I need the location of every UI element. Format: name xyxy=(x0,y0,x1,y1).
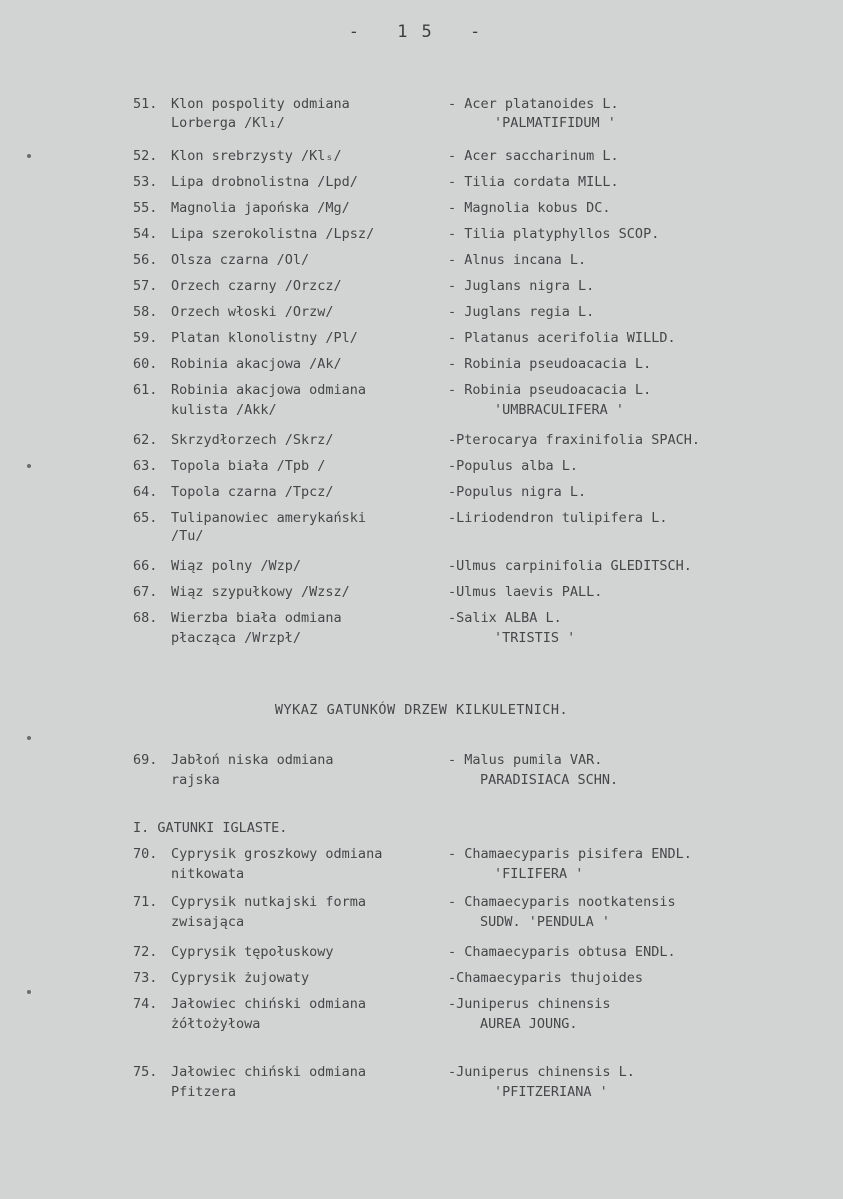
entry-species-polish xyxy=(133,115,285,131)
entry-number: 66. xyxy=(133,558,158,574)
entry-text: Cyprysik żujowaty xyxy=(171,970,310,986)
entry-text: Cyprysik tępołuskowy xyxy=(171,944,334,960)
entry-species-polish xyxy=(133,252,309,268)
entry-species-latin: -Juniperus chinensis L. xyxy=(448,1064,635,1080)
entry-species-polish xyxy=(133,148,342,164)
entry-species-polish xyxy=(133,200,350,216)
entry-species-latin: - Chamaecyparis pisifera ENDL. xyxy=(448,846,692,862)
entry-species-polish xyxy=(133,944,334,960)
entry-species-latin: - Juglans regia L. xyxy=(448,304,595,320)
entry-text: Platan klonolistny /Pl/ xyxy=(171,330,358,346)
entry-species-polish xyxy=(133,584,350,600)
entry-species-latin: 'PFITZERIANA ' xyxy=(494,1084,608,1100)
entry-species-polish xyxy=(133,970,309,986)
entry-text: Tulipanowiec amerykański xyxy=(171,510,367,526)
entry-species-latin: - Robinia pseudoacacia L. xyxy=(448,382,652,398)
entry-text: Orzech czarny /Orzcz/ xyxy=(171,278,342,294)
entry-species-latin: 'TRISTIS ' xyxy=(494,630,576,646)
subsection-heading: I. GATUNKI IGLASTE. xyxy=(133,820,288,836)
entry-species-polish xyxy=(133,356,342,372)
scan-speck xyxy=(27,464,31,468)
entry-number: 71. xyxy=(133,894,158,910)
entry-number: 53. xyxy=(133,174,158,190)
entry-species-latin: - Alnus incana L. xyxy=(448,252,587,268)
entry-text: Skrzydłorzech /Skrz/ xyxy=(171,432,334,448)
entry-species-latin: AUREA JOUNG. xyxy=(480,1016,578,1032)
entry-species-latin: - Chamaecyparis nootkatensis xyxy=(448,894,676,910)
entry-text: płacząca /Wrzpł/ xyxy=(171,630,302,646)
entry-number: 60. xyxy=(133,356,158,372)
entry-species-latin: -Liriodendron tulipifera L. xyxy=(448,510,668,526)
entry-species-latin: SUDW. 'PENDULA ' xyxy=(480,914,611,930)
entry-species-latin: -Chamaecyparis thujoides xyxy=(448,970,644,986)
entry-text: Lipa szerokolistna /Lpsz/ xyxy=(171,226,375,242)
entry-text: /Tu/ xyxy=(171,528,204,544)
entry-text: Orzech włoski /Orzw/ xyxy=(171,304,334,320)
entry-number: 56. xyxy=(133,252,158,268)
entry-species-latin: -Salix ALBA L. xyxy=(448,610,562,626)
entry-species-latin: 'FILIFERA ' xyxy=(494,866,584,882)
entry-species-polish xyxy=(133,528,204,544)
entry-species-polish xyxy=(133,1084,236,1100)
entry-number: 61. xyxy=(133,382,158,398)
entry-species-polish xyxy=(133,382,366,398)
entry-text: Jałowiec chiński odmiana xyxy=(171,996,367,1012)
entry-text: Topola biała /Tpb / xyxy=(171,458,326,474)
entry-number: 51. xyxy=(133,96,158,112)
entry-text: Pfitzera xyxy=(171,1084,237,1100)
entry-species-polish xyxy=(133,432,334,448)
entry-species-latin: - Robinia pseudoacacia L. xyxy=(448,356,652,372)
entry-species-polish xyxy=(133,402,277,418)
entry-number: 58. xyxy=(133,304,158,320)
entry-species-polish xyxy=(133,914,244,930)
entry-text: Wiąz polny /Wzp/ xyxy=(171,558,302,574)
scan-speck xyxy=(27,736,31,740)
entry-species-latin: - Juglans nigra L. xyxy=(448,278,595,294)
entry-number: 67. xyxy=(133,584,158,600)
entry-species-latin: - Magnolia kobus DC. xyxy=(448,200,611,216)
entry-text: Robinia akacjowa odmiana xyxy=(171,382,367,398)
entry-number: 55. xyxy=(133,200,158,216)
entry-number: 65. xyxy=(133,510,158,526)
entry-species-polish xyxy=(133,866,244,882)
entry-number: 68. xyxy=(133,610,158,626)
entry-number: 52. xyxy=(133,148,158,164)
entry-species-polish xyxy=(133,772,220,788)
entry-text: Lorberga /Kl₁/ xyxy=(171,115,285,131)
entry-species-polish xyxy=(133,1016,260,1032)
entry-text: Jabłoń niska odmiana xyxy=(171,752,334,768)
entry-number: 64. xyxy=(133,484,158,500)
entry-species-latin: - Tilia cordata MILL. xyxy=(448,174,619,190)
entry-species-latin: PARADISIACA SCHN. xyxy=(480,772,619,788)
entry-number: 69. xyxy=(133,752,158,768)
entry-text: Olsza czarna /Ol/ xyxy=(171,252,310,268)
entry-number: 72. xyxy=(133,944,158,960)
scan-speck xyxy=(27,154,31,158)
entry-species-polish xyxy=(133,226,374,242)
entry-species-latin: - Tilia platyphyllos SCOP. xyxy=(448,226,660,242)
entry-species-polish xyxy=(133,278,342,294)
entry-species-polish xyxy=(133,996,366,1012)
entry-text: żółtożyłowa xyxy=(171,1016,261,1032)
entry-species-polish xyxy=(133,174,358,190)
entry-species-latin: -Populus nigra L. xyxy=(448,484,587,500)
entry-number: 73. xyxy=(133,970,158,986)
entry-species-latin: - Acer saccharinum L. xyxy=(448,148,619,164)
entry-text: Robinia akacjowa /Ak/ xyxy=(171,356,342,372)
entry-number: 74. xyxy=(133,996,158,1012)
entry-text: kulista /Akk/ xyxy=(171,402,277,418)
entry-text: Topola czarna /Tpcz/ xyxy=(171,484,334,500)
entry-species-latin: 'UMBRACULIFERA ' xyxy=(494,402,625,418)
entry-species-polish xyxy=(133,558,301,574)
entry-number: 62. xyxy=(133,432,158,448)
entry-species-polish xyxy=(133,510,366,526)
entry-text: Magnolia japońska /Mg/ xyxy=(171,200,350,216)
entry-text: Wiąz szypułkowy /Wzsz/ xyxy=(171,584,350,600)
page-number: - 15 - xyxy=(348,22,495,42)
entry-number: 75. xyxy=(133,1064,158,1080)
entry-species-polish xyxy=(133,484,334,500)
entry-species-polish xyxy=(133,96,350,112)
entry-number: 57. xyxy=(133,278,158,294)
entry-number: 59. xyxy=(133,330,158,346)
entry-species-latin: - Chamaecyparis obtusa ENDL. xyxy=(448,944,676,960)
section-heading: WYKAZ GATUNKÓW DRZEW KILKULETNICH. xyxy=(274,702,569,718)
entry-number: 54. xyxy=(133,226,158,242)
entry-text: rajska xyxy=(171,772,220,788)
entry-species-latin: -Juniperus chinensis xyxy=(448,996,611,1012)
entry-species-polish xyxy=(133,752,334,768)
entry-species-latin: -Pterocarya fraxinifolia SPACH. xyxy=(448,432,700,448)
entry-text: Klon pospolity odmiana xyxy=(171,96,350,112)
entry-number: 63. xyxy=(133,458,158,474)
entry-text: Wierzba biała odmiana xyxy=(171,610,342,626)
entry-text: Cyprysik nutkajski forma xyxy=(171,894,367,910)
scan-speck xyxy=(27,990,31,994)
entry-species-polish xyxy=(133,846,382,862)
entry-text: Cyprysik groszkowy odmiana xyxy=(171,846,383,862)
entry-species-polish xyxy=(133,610,342,626)
entry-species-latin: - Malus pumila VAR. xyxy=(448,752,603,768)
entry-text: Klon srebrzysty /Klₛ/ xyxy=(171,148,342,164)
entry-text: Jałowiec chiński odmiana xyxy=(171,1064,367,1080)
entry-number: 70. xyxy=(133,846,158,862)
entry-species-latin: -Populus alba L. xyxy=(448,458,579,474)
entry-text: nitkowata xyxy=(171,866,245,882)
entry-species-latin: - Acer platanoides L. xyxy=(448,96,619,112)
entry-species-polish xyxy=(133,894,366,910)
entry-species-latin: - Platanus acerifolia WILLD. xyxy=(448,330,676,346)
entry-species-latin: -Ulmus carpinifolia GLEDITSCH. xyxy=(448,558,692,574)
entry-species-latin: 'PALMATIFIDUM ' xyxy=(494,115,616,131)
entry-text: zwisająca xyxy=(171,914,245,930)
entry-species-latin: -Ulmus laevis PALL. xyxy=(448,584,603,600)
entry-species-polish xyxy=(133,630,301,646)
entry-species-polish xyxy=(133,1064,366,1080)
entry-text: Lipa drobnolistna /Lpd/ xyxy=(171,174,358,190)
entry-species-polish xyxy=(133,458,325,474)
entry-species-polish xyxy=(133,330,358,346)
entry-species-polish xyxy=(133,304,334,320)
